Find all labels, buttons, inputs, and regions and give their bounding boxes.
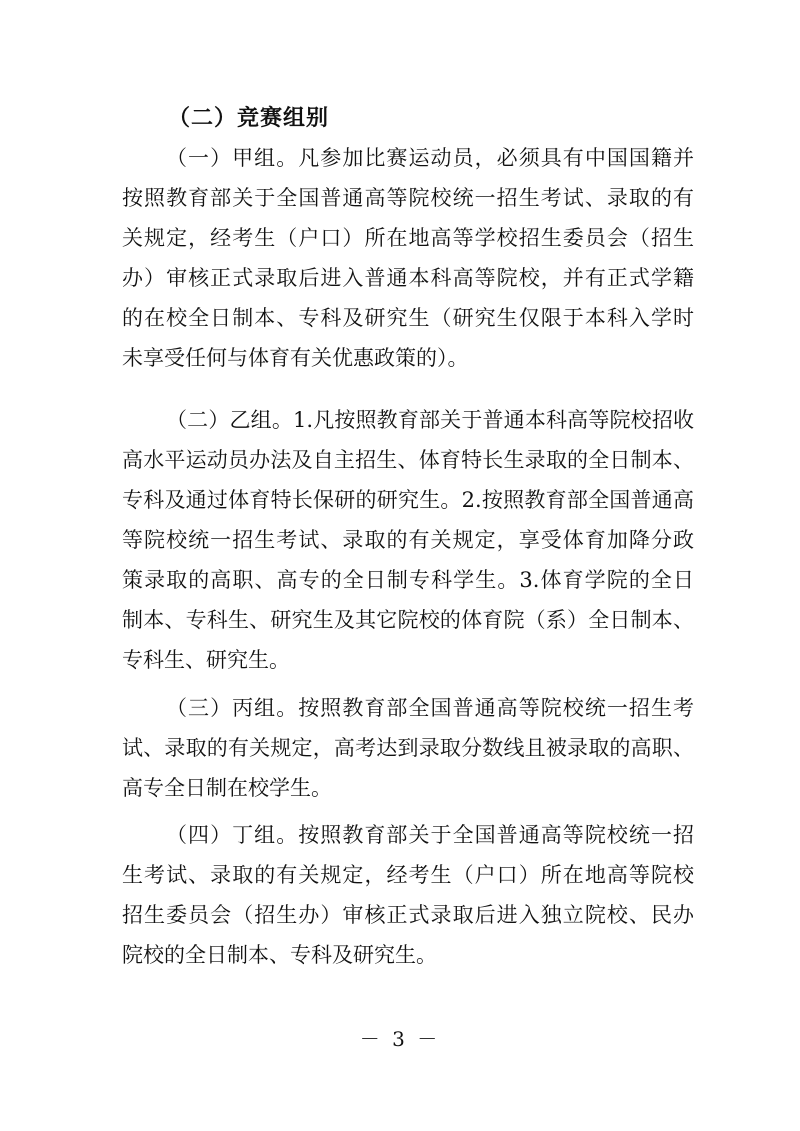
- paragraph-line: 高专全日制在校学生。: [122, 776, 332, 800]
- paragraph-line: （二）乙组。1.凡按照教育部关于普通本科高等院校招收: [166, 408, 694, 432]
- paragraph-line: 专科及通过体育特长保研的研究生。2.按照教育部全国普通高: [122, 488, 694, 512]
- paragraph-group-d: [122, 815, 694, 975]
- paragraph-line: 院校的全日制本、专科及研究生。: [122, 943, 437, 967]
- paragraph-line: 高水平运动员办法及自主招生、体育特长生录取的全日制本、: [122, 448, 694, 472]
- paragraph-group-c: [122, 688, 694, 808]
- paragraph-line: 专科生、研究生。: [122, 648, 290, 672]
- paragraph-line: 试、录取的有关规定，高考达到录取分数线且被录取的高职、: [122, 736, 694, 760]
- paragraph-line: 等院校统一招生考试、录取的有关规定，享受体育加降分政: [122, 528, 694, 552]
- paragraph-line: 未享受任何与体育有关优惠政策的）。: [122, 346, 469, 370]
- page-number: － 3 －: [359, 1027, 441, 1051]
- paragraph-group-b: [122, 400, 694, 680]
- paragraph-line: （三）丙组。按照教育部全国普通高等院校统一招生考: [166, 696, 694, 720]
- paragraph-group-a: [122, 138, 694, 378]
- paragraph-line: 办）审核正式录取后进入普通本科高等院校，并有正式学籍: [122, 266, 694, 290]
- section-heading: （二）竞赛组别: [168, 105, 330, 131]
- paragraph-line: 策录取的高职、高专的全日制专科学生。3.体育学院的全日: [122, 568, 694, 592]
- paragraph-line: （四）丁组。按照教育部关于全国普通高等院校统一招: [166, 823, 694, 847]
- paragraph-line: 关规定，经考生（户口）所在地高等学校招生委员会（招生: [122, 226, 694, 250]
- paragraph-line: 按照教育部关于全国普通高等院校统一招生考试、录取的有: [122, 186, 694, 210]
- paragraph-line: 生考试、录取的有关规定，经考生（户口）所在地高等院校: [122, 863, 694, 887]
- paragraph-line: 制本、专科生、研究生及其它院校的体育院（系）全日制本、: [122, 608, 694, 632]
- paragraph-line: 的在校全日制本、专科及研究生（研究生仅限于本科入学时: [122, 306, 694, 330]
- paragraph-line: （一）甲组。凡参加比赛运动员，必须具有中国国籍并: [166, 146, 694, 170]
- paragraph-line: 招生委员会（招生办）审核正式录取后进入独立院校、民办: [122, 903, 694, 927]
